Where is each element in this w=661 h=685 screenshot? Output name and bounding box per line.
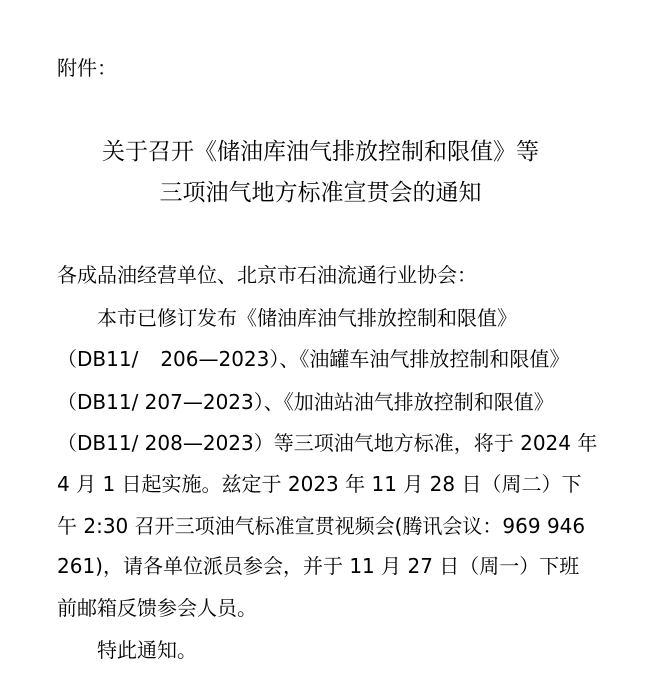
body-paragraph-line-4: （DB11/ 208—2023）等三项油气地方标准，将于 2024 年 <box>57 431 598 455</box>
notice-title-line-2: 三项油气地方标准宣贯会的通知 <box>159 180 482 206</box>
standard-code-rest: 206—2023）、《油罐车油气排放控制和限值》 <box>160 347 570 371</box>
standard-code-prefix: （DB11/ <box>57 347 139 371</box>
body-paragraph-line-7: 261)，请各单位派员参会，并于 11 月 27 日（周一）下班 <box>57 554 580 578</box>
body-paragraph-line-2 <box>57 345 569 373</box>
body-paragraph-line-5: 4 月 1 日起实施。兹定于 2023 年 11 月 28 日（周二）下 <box>57 472 582 496</box>
closing-text: 特此通知。 <box>97 638 197 662</box>
body-paragraph-line-3: （DB11/ 207—2023）、《加油站油气排放控制和限值》 <box>57 390 554 414</box>
salutation: 各成品油经营单位、北京市石油流通行业协会： <box>57 263 477 287</box>
attachment-label: 附件： <box>57 56 117 80</box>
body-paragraph-line-1: 本市已修订发布《储油库油气排放控制和限值》 <box>97 306 517 330</box>
body-paragraph-line-8: 前邮箱反馈参会人员。 <box>57 596 257 620</box>
notice-title-line-1: 关于召开《储油库油气排放控制和限值》等 <box>102 139 539 165</box>
body-paragraph-line-6: 午 2:30 召开三项油气标准宣贯视频会(腾讯会议：969 946 <box>57 514 586 538</box>
